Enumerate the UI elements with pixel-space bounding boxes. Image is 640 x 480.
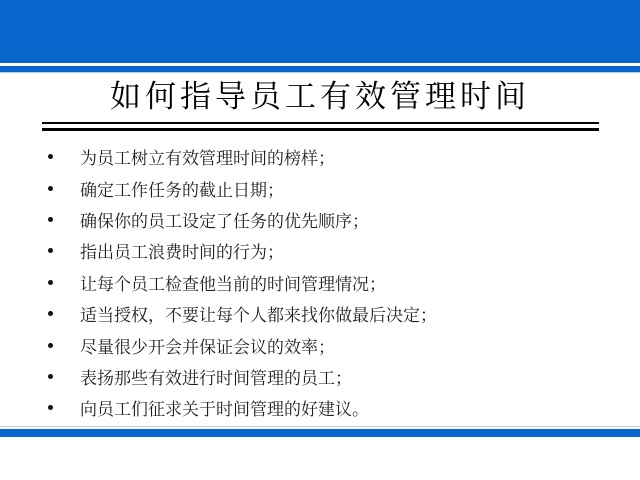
bullet-dot-icon [48, 186, 53, 191]
bullet-dot-icon [48, 248, 53, 253]
bullet-dot-icon [48, 343, 53, 348]
title-double-underline [42, 122, 599, 131]
top-hairline [0, 72, 640, 73]
bullet-text: 确定工作任务的截止日期； [80, 180, 284, 200]
bullet-item [48, 235, 612, 266]
bullet-item [48, 329, 612, 360]
bullet-dot-icon [48, 311, 53, 316]
bullet-text: 表扬那些有效进行时间管理的员工； [80, 368, 352, 388]
bullet-item [48, 204, 612, 235]
bullet-dot-icon [48, 405, 53, 410]
bullet-dot-icon [48, 280, 53, 285]
top-blue-bar [0, 0, 640, 63]
bullet-item [48, 141, 612, 172]
bullet-item [48, 267, 612, 298]
bullet-text: 尽量很少开会并保证会议的效率； [80, 337, 335, 357]
bullet-item [48, 298, 612, 329]
slide-title: 如何指导员工有效管理时间 [110, 79, 530, 115]
bullet-dot-icon [48, 217, 53, 222]
bullet-dot-icon [48, 154, 53, 159]
bullet-text: 让每个员工检查他当前的时间管理情况； [80, 274, 386, 294]
bullet-dot-icon [48, 374, 53, 379]
bullet-list [48, 141, 612, 424]
bullet-text: 向员工们征求关于时间管理的好建议。 [80, 400, 369, 420]
bottom-hairline [0, 426, 640, 427]
bullet-text: 确保你的员工设定了任务的优先顺序； [80, 211, 369, 231]
bullet-item [48, 392, 612, 423]
bullet-text: 适当授权，不要让每个人都来找你做最后决定； [80, 306, 437, 326]
bullet-item [48, 361, 612, 392]
bottom-blue-bar [0, 429, 640, 437]
bullet-text: 指出员工浪费时间的行为； [80, 243, 284, 263]
bullet-text: 为员工树立有效管理时间的榜样； [80, 149, 335, 169]
bullet-item [48, 172, 612, 203]
